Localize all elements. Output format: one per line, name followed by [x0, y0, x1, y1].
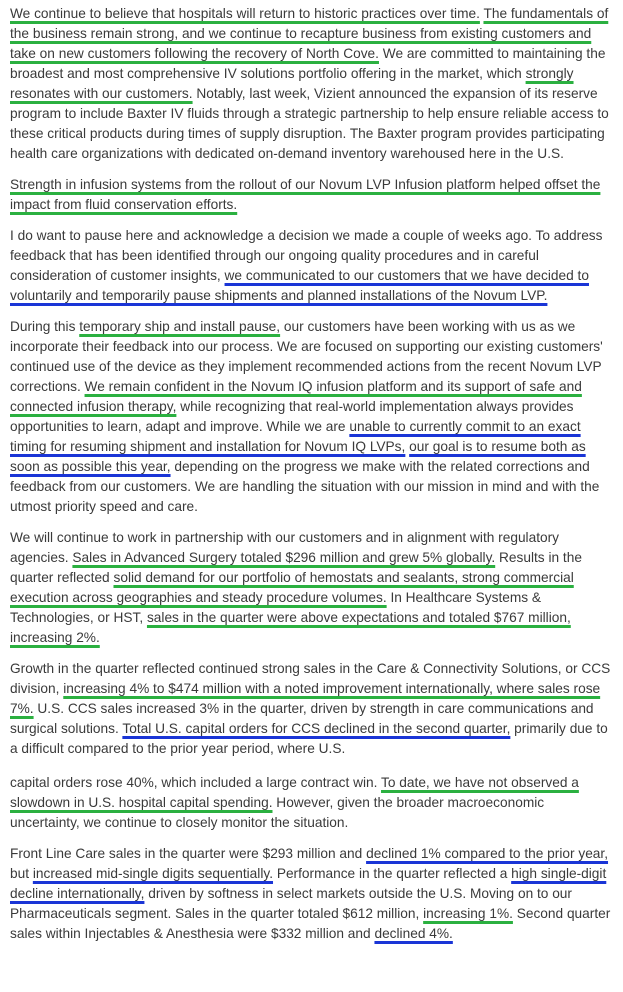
text-run: Results in the quarter reflected: [10, 550, 582, 585]
paragraph-5: [10, 528, 615, 648]
green-highlight: We continue to believe that hospitals will return to historic practices over time.: [10, 6, 480, 21]
green-highlight: solid demand for our portfolio of hemostats and sealants, strong commercial execution across geographies and steady procedure volumes.: [10, 570, 574, 605]
text-run: We are committed to maintaining the broadest and most comprehensive IV solutions portfolio offering in the market, which: [10, 46, 606, 81]
green-highlight: strongly resonates with our customers.: [10, 66, 574, 101]
paragraph-4: [10, 317, 615, 517]
blue-highlight: we communicated to our customers that we have decided to voluntarily and temporarily pause shipments and planned installations of the Novum LVP.: [10, 268, 589, 303]
blue-highlight: declined 1% compared to the prior year,: [366, 846, 609, 861]
text-run: I do want to pause here and acknowledge a decision we made a couple of weeks ago. To address feedback that has been identified through our ongoing quality procedures and in careful consideration of customer insights,: [10, 228, 603, 283]
text-run: Performance in the quarter reflected a: [273, 866, 512, 881]
text-run: U.S. CCS sales increased 3% in the quarter, driven by strength in care communications and surgical solutions.: [10, 701, 594, 736]
text-run: We will continue to work in partnership with our customers and in alignment with regulatory agencies.: [10, 530, 560, 565]
green-highlight: We remain confident in the Novum IQ infusion platform and its support of safe and connected infusion therapy,: [10, 379, 582, 414]
paragraph-8: [10, 844, 615, 944]
blue-highlight: Total U.S. capital orders for CCS declined in the second quarter,: [122, 721, 511, 736]
blue-highlight: unable to currently commit to an exact timing for resuming shipment and installation for Novum IQ LVPs,: [10, 419, 581, 454]
text-run: driven by softness in select markets outside the U.S. Moving on to our Pharmaceuticals segment. Sales in the quarter totaled $612 million,: [10, 886, 572, 921]
green-highlight: Strength in infusion systems from the rollout of our Novum LVP Infusion platform helped offset the impact from fluid conservation efforts.: [10, 177, 601, 212]
text-run: depending on the progress we make with the related corrections and feedback from our customers. We are handling the situation with our mission in mind and with the utmost priority speed and care.: [10, 459, 600, 514]
green-highlight: The fundamentals of the business remain strong, and we continue to recapture business from existing customers and take on new customers following the recovery of North Cove.: [10, 6, 609, 61]
text-run: but: [10, 866, 33, 881]
blue-highlight: declined 4%.: [374, 926, 453, 941]
paragraph-7: [10, 773, 615, 833]
text-run: while recognizing that real-world implementation always provides opportunities to learn, adapt and improve. While we are: [10, 399, 574, 434]
text-run: Second quarter sales within Injectables & Anesthesia were $332 million and: [10, 906, 611, 941]
green-highlight: temporary ship and install pause,: [79, 319, 281, 334]
green-highlight: To date, we have not observed a slowdown in U.S. hospital capital spending.: [10, 775, 579, 810]
text-run: capital orders rose 40%, which included a large contract win.: [10, 775, 382, 790]
text-run: However, given the broader macroeconomic uncertainty, we continue to closely monitor the situation.: [10, 795, 545, 830]
text-run: Notably, last week, Vizient announced the expansion of its reserve program to include Baxter IV fluids through a strategic partnership to help ensure reliable access to these critical products during times of supply disruption. The Baxter program provides participating health care organizations with dedicated on-demand inventory warehoused here in the U.S.: [10, 86, 609, 161]
green-highlight: sales in the quarter were above expectations and totaled $767 million, increasing 2%.: [10, 610, 571, 645]
paragraph-6: [10, 659, 615, 759]
paragraph-1: [10, 4, 615, 164]
text-run: During this: [10, 319, 80, 334]
blue-highlight: increased mid-single digits sequentially.: [32, 866, 274, 881]
green-highlight: increasing 1%.: [423, 906, 513, 921]
text-run: primarily due to a difficult compared to the prior year period, where U.S.: [10, 721, 608, 756]
text-run: our customers have been working with us as we incorporate their feedback into our process. We are focused on supporting our existing customers' continued use of the device as they implement recommended actions from the recent Novum LVP corrections.: [10, 319, 603, 394]
text-run: Front Line Care sales in the quarter were $293 million and: [10, 846, 367, 861]
paragraph-2: [10, 175, 615, 215]
green-highlight: increasing 4% to $474 million with a noted improvement internationally, where sales rose 7%.: [10, 681, 601, 716]
paragraph-3: [10, 226, 615, 306]
blue-highlight: high single-digit decline internationally,: [10, 866, 607, 901]
blue-highlight: our goal is to resume both as soon as possible this year,: [10, 439, 586, 474]
green-highlight: Sales in Advanced Surgery totaled $296 million and grew 5% globally.: [72, 550, 496, 565]
text-run: In Healthcare Systems & Technologies, or HST,: [10, 590, 542, 625]
text-run: Growth in the quarter reflected continued strong sales in the Care & Connectivity Solutions, or CCS division,: [10, 661, 611, 696]
